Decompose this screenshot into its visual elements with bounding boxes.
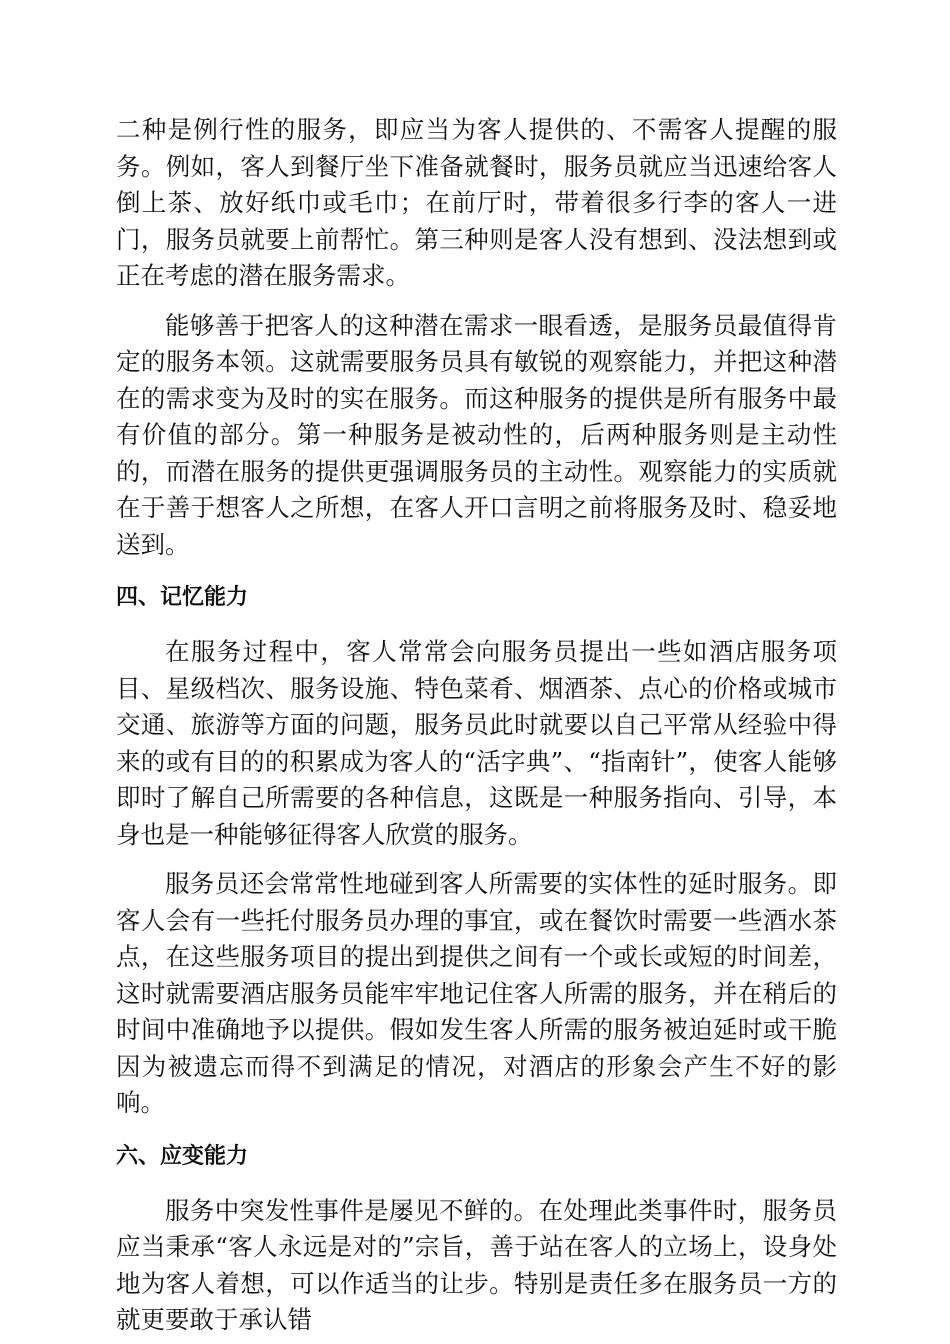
- paragraph-delayed-service: 服务员还会常常性地碰到客人所需要的实体性的延时服务。即客人会有一些托付服务员办理的事宜，或在餐饮时需要一些酒水茶点，在这些服务项目的提出到提供之间有一个或长或短的时间差，这时就需要酒店服务员能牢牢地记住客人所需的服务，并在稍后的时间中准确地予以提供。假如发生客人所需的服务被迫延时或干脆因为被遗忘而得不到满足的情况，对酒店的形象会产生不好的影响。: [116, 869, 837, 1117]
- heading-memory-ability: 四、记忆能力: [116, 585, 249, 610]
- paragraph-observation-ability: 能够善于把客人的这种潜在需求一眼看透，是服务员最值得肯定的服务本领。这就需要服务员具有敏锐的观察能力，并把这种潜在的需求变为及时的实在服务。而这种服务的提供是所有服务中最有价值的部分。第一种服务是被动性的，后两种服务则是主动性的，而潜在服务的提供更强调服务员的主动性。观察能力的实质就在于善于想客人之所想，在客人开口言明之前将服务及时、稳妥地送到。: [116, 310, 837, 559]
- paragraph-memory-questions: 在服务过程中，客人常常会向服务员提出一些如酒店服务项目、星级档次、服务设施、特色菜肴、烟酒茶、点心的价格或城市交通、旅游等方面的问题，服务员此时就要以自己平常从经验中得来的或有目的的积累成为客人的“活字典”、“指南针”，使客人能够即时了解自己所需要的各种信息，这既是一种服务指向、引导，本身也是一种能够征得客人欣赏的服务。: [116, 637, 837, 849]
- heading-adaptability: 六、应变能力: [116, 1143, 249, 1169]
- paragraph-emergency-handling: 服务中突发性事件是屡见不鲜的。在处理此类事件时，服务员应当秉承“客人永远是对的”宗旨，善于站在客人的立场上，设身处地为客人着想，可以作适当的让步。特别是责任多在服务员一方的就更要敢于承认错: [116, 1195, 837, 1334]
- paragraph-routine-service: 二种是例行性的服务，即应当为客人提供的、不需客人提醒的服务。例如，客人到餐厅坐下准备就餐时，服务员就应当迅速给客人倒上茶、放好纸巾或毛巾；在前厅时，带着很多行李的客人一进门，服务员就要上前帮忙。第三种则是客人没有想到、没法想到或正在考虑的潜在服务需求。: [116, 115, 837, 290]
